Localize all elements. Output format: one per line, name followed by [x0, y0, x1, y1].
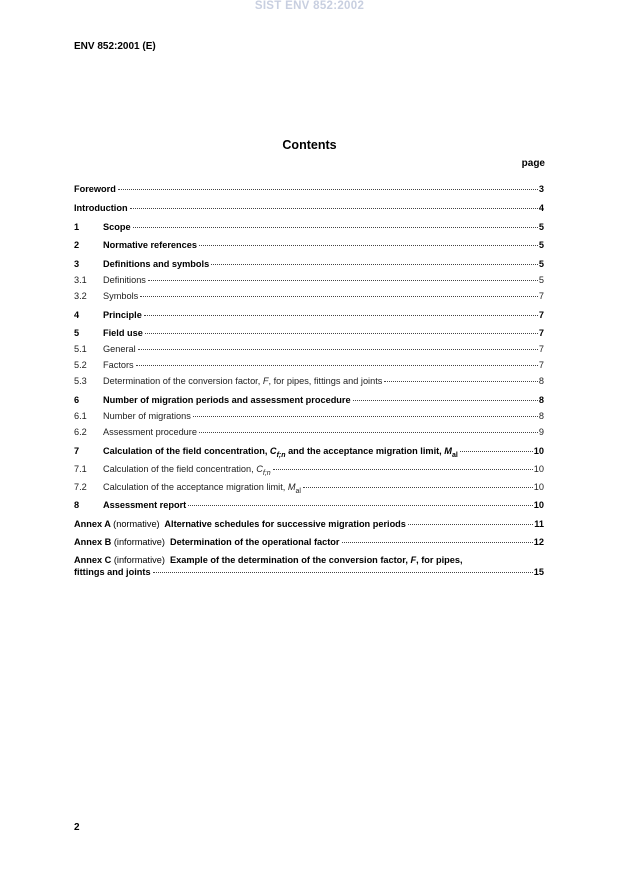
- toc-entry-number: 3: [74, 259, 80, 269]
- toc-entry-conversion-factor[interactable]: [74, 375, 544, 387]
- toc-page-number: 7: [538, 291, 544, 301]
- footer-page-number: 2: [74, 822, 80, 833]
- toc-page-number: 4: [538, 203, 544, 213]
- toc-entry-assessment-report[interactable]: [74, 499, 544, 511]
- toc-entry-number: 6: [74, 395, 80, 405]
- toc-entry-text: Calculation of the acceptance migration limit, $M_{al}$: [103, 482, 301, 495]
- toc-page-number: 15: [533, 567, 544, 577]
- toc-entry-factors[interactable]: [74, 359, 544, 371]
- toc-entry-annex-c[interactable]: [74, 554, 544, 578]
- toc-entry-annex-b[interactable]: [74, 536, 544, 548]
- toc-leader: [136, 365, 538, 366]
- toc-page-number: 11: [534, 519, 544, 529]
- toc-entry-foreword[interactable]: [74, 183, 544, 195]
- toc-entry-field-concentration-calculation[interactable]: [74, 445, 544, 457]
- toc-entry-text: Assessment procedure: [103, 427, 197, 437]
- toc-page-number: 8: [538, 376, 544, 386]
- toc-page-number: 3: [538, 184, 544, 194]
- toc-entry-number: 5.2: [74, 360, 87, 370]
- toc-entry-principle[interactable]: [74, 309, 544, 321]
- toc-entry-text: Foreword: [74, 184, 116, 194]
- toc-entry-number: 7.2: [74, 482, 87, 492]
- toc-entry-number: 7: [74, 446, 80, 456]
- watermark: SIST ENV 852:2002: [254, 0, 365, 12]
- toc-entry-text: Annex B (informative) Determination of the operational factor: [74, 537, 340, 547]
- toc-entry-text: Calculation of the field concentration, $C_{f;n}$ and the acceptance migration limit, $M_{al}$: [103, 446, 458, 459]
- toc-page-number: 5: [538, 275, 544, 285]
- toc-entry-number: 5.3: [74, 376, 87, 386]
- toc-leader: [138, 349, 538, 350]
- toc-entry-field-use[interactable]: [74, 327, 544, 339]
- toc-entry-number: 8: [74, 500, 80, 510]
- toc-leader: [193, 416, 538, 417]
- toc-page-number: 7: [538, 310, 544, 320]
- toc-leader: [148, 280, 538, 281]
- toc-page-number: 8: [538, 395, 544, 405]
- toc-page-number: 10: [533, 464, 544, 474]
- toc-entry-introduction[interactable]: [74, 202, 544, 214]
- toc-leader: [408, 524, 533, 525]
- toc-entry-number: 1: [74, 222, 80, 232]
- toc-page-number: 7: [538, 360, 544, 370]
- toc-leader: [303, 487, 533, 488]
- toc-entry-symbols[interactable]: [74, 290, 544, 302]
- toc-entry-text: Assessment report: [103, 500, 187, 510]
- toc-entry-number: 5: [74, 328, 80, 338]
- toc-entry-assessment-procedure[interactable]: [74, 426, 544, 438]
- document-id: ENV 852:2001 (E): [74, 41, 156, 52]
- toc-leader: [460, 451, 533, 452]
- toc-page-number: 7: [538, 328, 544, 338]
- toc-leader: [153, 572, 533, 573]
- toc-entry-text-continued: fittings and joints: [74, 567, 151, 577]
- toc-entry-text: Annex C (informative) Example of the determination of the conversion factor, F, for pipes,: [74, 555, 463, 565]
- toc-page-number: 10: [533, 446, 544, 456]
- toc-entry-text: Introduction: [74, 203, 128, 213]
- toc-leader: [384, 381, 538, 382]
- toc-entry-number: 7.1: [74, 464, 87, 474]
- contents-title: Contents: [282, 138, 337, 152]
- toc-entry-number: 2: [74, 240, 80, 250]
- toc-page-number: 5: [538, 240, 544, 250]
- toc-entry-text: Calculation of the field concentration, $C_{f;n}$: [103, 464, 271, 477]
- toc-page-number: 5: [538, 222, 544, 232]
- page-column-label: page: [521, 158, 545, 169]
- toc-entry-text: Normative references: [103, 240, 197, 250]
- toc-entry-text: General: [103, 344, 136, 354]
- toc-entry-annex-a[interactable]: [74, 518, 544, 530]
- toc-entry-text: Definitions and symbols: [103, 259, 210, 269]
- toc-page-number: 5: [538, 259, 544, 269]
- toc-entry-number: 6.1: [74, 411, 87, 421]
- toc-entry-general[interactable]: [74, 343, 544, 355]
- toc-leader: [342, 542, 533, 543]
- toc-page-number: 10: [533, 500, 544, 510]
- toc-entry-acceptance-migration-limit[interactable]: [74, 481, 544, 493]
- toc-entry-text: Symbols: [103, 291, 139, 301]
- toc-entry-text: Definitions: [103, 275, 146, 285]
- toc-entry-number: 6.2: [74, 427, 87, 437]
- toc-entry-text: Field use: [103, 328, 143, 338]
- toc-leader: [211, 264, 538, 265]
- toc-leader: [133, 227, 538, 228]
- toc-leader: [140, 296, 538, 297]
- toc-entry-text: Number of migrations: [103, 411, 191, 421]
- toc-entry-number: 5.1: [74, 344, 87, 354]
- toc-entry-definitions[interactable]: [74, 274, 544, 286]
- toc-entry-number: 3.2: [74, 291, 87, 301]
- toc-page-number: 10: [533, 482, 544, 492]
- table-of-contents: [74, 183, 544, 578]
- toc-page-number: 9: [538, 427, 544, 437]
- toc-entry-text: Determination of the conversion factor, F, for pipes, fittings and joints: [103, 376, 383, 386]
- toc-entry-text: Annex A (normative) Alternative schedules for successive migration periods: [74, 519, 406, 529]
- toc-entry-number-of-migrations[interactable]: [74, 410, 544, 422]
- toc-leader: [145, 333, 538, 334]
- toc-entry-field-concentration[interactable]: [74, 463, 544, 475]
- toc-entry-text: Scope: [103, 222, 131, 232]
- toc-entry-text: Principle: [103, 310, 142, 320]
- toc-leader: [130, 208, 538, 209]
- toc-leader: [199, 245, 538, 246]
- toc-leader: [353, 400, 538, 401]
- toc-leader: [273, 469, 533, 470]
- toc-entry-scope[interactable]: [74, 221, 544, 233]
- toc-entry-number: 3.1: [74, 275, 87, 285]
- toc-entry-migration-periods[interactable]: [74, 394, 544, 406]
- toc-entry-number: 4: [74, 310, 80, 320]
- toc-leader: [144, 315, 538, 316]
- toc-entry-text: Factors: [103, 360, 134, 370]
- toc-page-number: 8: [538, 411, 544, 421]
- toc-page-number: 12: [533, 537, 544, 547]
- toc-entry-definitions-and-symbols[interactable]: [74, 258, 544, 270]
- toc-entry-normative-references[interactable]: [74, 239, 544, 251]
- toc-leader: [188, 505, 533, 506]
- toc-leader: [199, 432, 538, 433]
- toc-leader: [118, 189, 538, 190]
- toc-page-number: 7: [538, 344, 544, 354]
- toc-entry-text: Number of migration periods and assessment procedure: [103, 395, 351, 405]
